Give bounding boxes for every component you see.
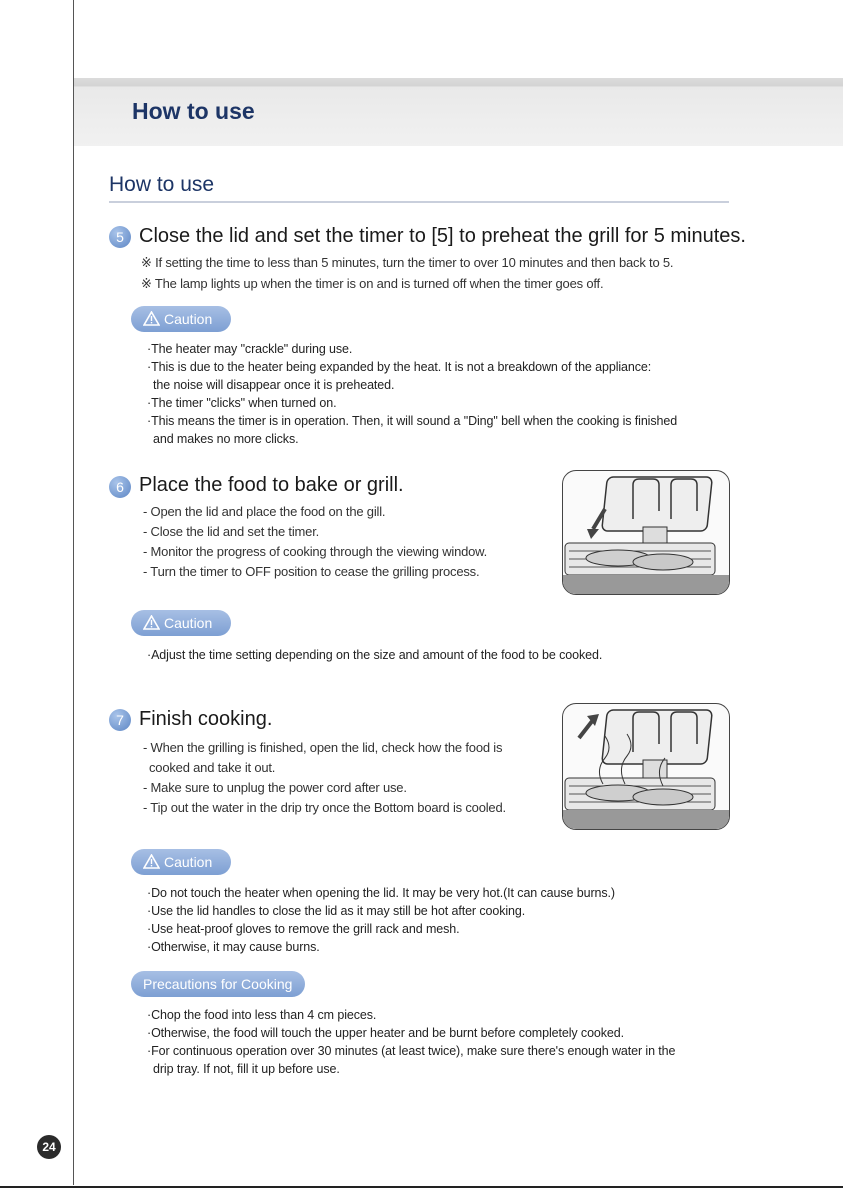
step-7-caution-line-3: ·Use heat-proof gloves to remove the grill rack and mesh. — [147, 922, 460, 936]
step-5-note-1: ※ If setting the time to less than 5 minutes, turn the timer to over 10 minutes and then back to 5. — [141, 255, 674, 270]
step-5-caution-line-1: ·The heater may "crackle" during use. — [147, 342, 353, 356]
step-5-caution-line-6: and makes no more clicks. — [153, 432, 299, 446]
step-6-title: Place the food to bake or grill. — [139, 474, 404, 496]
step-6-line-3: - Monitor the progress of cooking through the viewing window. — [143, 544, 488, 559]
precaution-line-1: ·Chop the food into less than 4 cm pieces. — [147, 1008, 377, 1022]
step-5-caution-line-3: the noise will disappear once it is preheated. — [153, 378, 395, 392]
warning-triangle-icon — [143, 615, 160, 630]
precaution-line-4: drip tray. If not, fill it up before use. — [153, 1062, 340, 1076]
precautions-label — [131, 971, 305, 997]
step-5-caution-line-5: ·This means the timer is in operation. Then, it will sound a "Ding" bell when the cooking is finished — [147, 414, 678, 428]
step-7-title: Finish cooking. — [139, 708, 273, 730]
step-7-number-badge: 7 — [109, 709, 131, 731]
warning-triangle-icon — [143, 854, 160, 869]
bottom-rule — [0, 1186, 843, 1188]
step-5-caution-line-2: ·This is due to the heater being expanded by the heat. It is not a breakdown of the appliance: — [147, 360, 652, 374]
step-6-caution-label — [131, 610, 231, 636]
step-6-caution-line-1: ·Adjust the time setting depending on the size and amount of the food to be cooked. — [147, 648, 603, 662]
step-6-line-2: - Close the lid and set the timer. — [143, 524, 320, 539]
precautions-text: Precautions for Cooking — [143, 976, 293, 992]
precaution-line-2: ·Otherwise, the food will touch the upper heater and be burnt before completely cooked. — [147, 1026, 625, 1040]
caution-text: Caution — [164, 854, 213, 870]
step-7-caution-line-1: ·Do not touch the heater when opening the lid. It may be very hot.(It can cause burns.) — [147, 886, 615, 900]
caution-text: Caution — [164, 311, 213, 327]
step-5-caution-label — [131, 306, 231, 332]
step-7-caution-label — [131, 849, 231, 875]
step-7-caution-line-2: ·Use the lid handles to close the lid as it may still be hot after cooking. — [147, 904, 526, 918]
step-7-line-2: cooked and take it out. — [149, 760, 276, 775]
header-title: How to use — [132, 98, 255, 124]
grill-open-illustration — [562, 470, 730, 595]
section-title: How to use — [109, 173, 215, 196]
step-7-line-4: - Tip out the water in the drip try once the Bottom board is cooled. — [143, 800, 506, 815]
margin-line — [73, 0, 74, 1185]
step-5-number-badge: 5 — [109, 226, 131, 248]
precaution-line-3: ·For continuous operation over 30 minutes (at least twice), make sure there's enough water in the — [147, 1044, 676, 1058]
grill-steam-illustration — [562, 703, 730, 830]
section-divider — [109, 201, 729, 203]
step-6-line-1: - Open the lid and place the food on the gill. — [143, 504, 386, 519]
step-7-line-3: - Make sure to unplug the power cord after use. — [143, 780, 407, 795]
page-number-badge: 24 — [37, 1135, 61, 1159]
header-band — [74, 78, 843, 146]
step-5-title: Close the lid and set the timer to [5] to preheat the grill for 5 minutes. — [139, 225, 746, 247]
step-5-caution-line-4: ·The timer "clicks" when turned on. — [147, 396, 337, 410]
step-5-note-2: ※ The lamp lights up when the timer is on and is turned off when the timer goes off. — [141, 276, 604, 291]
step-6-line-4: - Turn the timer to OFF position to cease the grilling process. — [143, 564, 480, 579]
step-7-line-1: - When the grilling is finished, open the lid, check how the food is — [143, 740, 503, 755]
caution-text: Caution — [164, 615, 213, 631]
step-7-caution-line-4: ·Otherwise, it may cause burns. — [147, 940, 320, 954]
step-6-number-badge: 6 — [109, 476, 131, 498]
warning-triangle-icon — [143, 311, 160, 326]
